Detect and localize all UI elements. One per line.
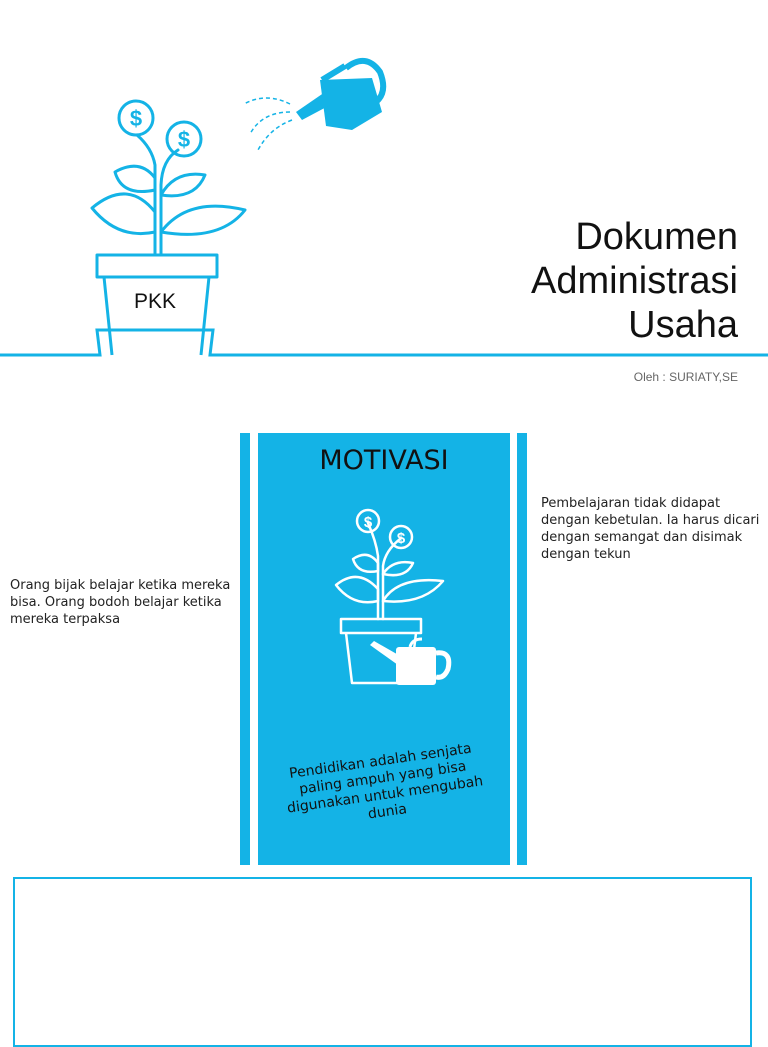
author-credit: Oleh : SURIATY,SE — [633, 370, 738, 384]
plant-leaves — [92, 166, 245, 234]
title-line: Administrasi — [531, 260, 738, 302]
card-side-bar-left — [240, 433, 250, 865]
dollar-coin-icon — [119, 101, 153, 135]
svg-text:$: $ — [177, 127, 191, 152]
card-side-bar-right — [517, 433, 527, 865]
title-line: Dokumen — [575, 216, 738, 258]
quote-left: Orang bijak belajar ketika mereka bisa. Orang bodoh belajar ketika mereka terpaksa — [10, 578, 231, 627]
motivation-card — [258, 433, 510, 865]
bottom-frame — [13, 877, 752, 1047]
svg-text:$: $ — [363, 514, 373, 531]
watering-can-icon — [296, 61, 383, 130]
svg-text:$: $ — [129, 106, 143, 131]
title-line: Usaha — [628, 304, 738, 346]
water-spray — [244, 98, 292, 150]
document-title — [531, 215, 738, 347]
quote-right: Pembelajaran tidak didapat dengan kebetulan. Ia harus dicari dengan semangat dan disimak dengan tekun — [541, 496, 760, 562]
svg-text:$: $ — [396, 530, 406, 547]
money-plant-icon — [328, 501, 453, 691]
card-title: MOTIVASI — [319, 445, 449, 476]
dollar-coin-icon — [167, 122, 201, 156]
card-quote: Pendidikan adalah senjata paling ampuh yang bisa digunakan untuk mengubah dunia — [286, 740, 485, 823]
watering-can-icon — [370, 639, 449, 685]
pot-label: PKK — [133, 290, 177, 313]
